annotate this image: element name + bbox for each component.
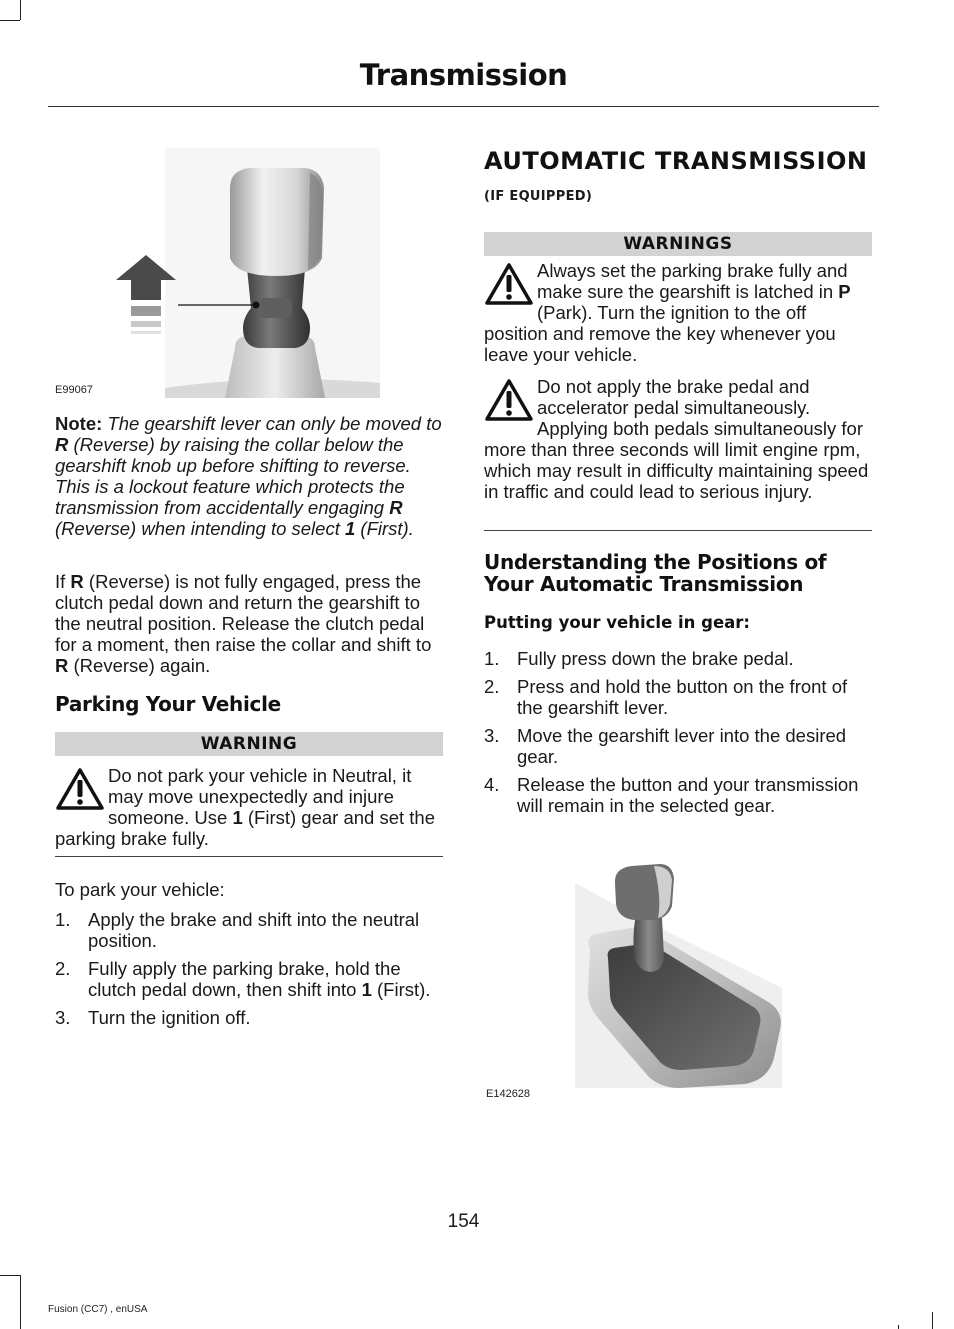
section-divider (55, 856, 443, 857)
warning-block (484, 260, 874, 365)
note-lead: Note: (55, 413, 103, 434)
list-text: (First). (371, 979, 431, 1000)
para-text: (Reverse) is not fully engaged, press the clutch pedal down and return the gearshift to the neutral position. Release the clutch pedal for a moment, then raise the collar and shift to (55, 571, 432, 655)
page-number: 154 (447, 1211, 480, 1232)
list-item (55, 1007, 445, 1028)
crop-mark (0, 1275, 20, 1276)
warnings-bar: WARNINGS (484, 232, 872, 256)
list-text: Move the gearshift lever into the desired gear. (517, 725, 847, 767)
list-item (484, 676, 876, 718)
para-reverse: R (55, 655, 69, 676)
note-first: 1 (344, 518, 356, 539)
list-text: Release the button and your transmission will remain in the selected gear. (517, 774, 859, 816)
list-number: 3. (484, 725, 500, 746)
list-first: 1 (361, 979, 372, 1000)
list-item (484, 774, 876, 816)
list-number: 4. (484, 774, 500, 795)
crop-mark (20, 0, 21, 20)
warning-text-part: (First) gear and set the parking brake fully. (55, 807, 436, 849)
section-divider (484, 530, 872, 531)
parking-heading: Parking Your Vehicle (55, 692, 281, 716)
warning-text (55, 765, 445, 849)
para-text: If (55, 571, 71, 592)
if-equipped-label: (IF EQUIPPED) (484, 189, 593, 204)
gearshift-collar-illustration (110, 148, 380, 398)
footer-text: Fusion (CC7) , enUSA (48, 1304, 148, 1315)
gear-steps-list (484, 648, 876, 823)
warning-block (484, 376, 874, 502)
warning-block (55, 765, 445, 849)
warning-text-part: Do not park your vehicle in Neutral, it may move unexpectedly and injure someone. Use (108, 765, 412, 828)
note-text: (First). (355, 518, 414, 539)
list-item (55, 958, 445, 1000)
list-number: 1. (55, 909, 71, 930)
automatic-transmission-heading: AUTOMATIC TRANSMISSION (484, 147, 868, 175)
note-text: The gearshift lever can only be moved to (102, 413, 442, 434)
warning-text (484, 260, 874, 365)
note-text: (Reverse) when intending to select (55, 518, 345, 539)
list-item (484, 648, 876, 669)
warning-triangle-icon (55, 767, 105, 811)
putting-heading: Putting your vehicle in gear: (484, 613, 751, 632)
list-number: 2. (484, 676, 500, 697)
note-reverse: R (55, 434, 69, 455)
warning-first: 1 (232, 807, 243, 828)
figure-label: E99067 (55, 384, 93, 396)
para-text: (Reverse) again. (68, 655, 211, 676)
figure-label: E142628 (486, 1088, 531, 1100)
para-reverse: R (70, 571, 84, 592)
note-text: (Reverse) by raising the collar below the gearshift knob up before shifting to reverse. This is a lockout feature which protects the transmission from accidentally engaging (55, 434, 411, 518)
list-text: Turn the ignition off. (88, 1007, 251, 1028)
park-steps-list (55, 909, 445, 1035)
crop-mark (20, 1275, 21, 1329)
list-text: Apply the brake and shift into the neutral position. (88, 909, 420, 951)
list-number: 3. (55, 1007, 71, 1028)
automatic-gearshift-illustration (570, 858, 790, 1090)
list-number: 1. (484, 648, 500, 669)
warning-text-part: (Park). Turn the ignition to the off position and remove the key whenever you leave your vehicle. (484, 302, 836, 365)
reverse-paragraph (55, 571, 447, 676)
note-paragraph (55, 413, 447, 539)
warning-text-part: Always set the parking brake fully and make sure the gearshift is latched in (537, 260, 848, 302)
crop-mark (0, 20, 20, 21)
list-text: Fully press down the brake pedal. (517, 648, 794, 669)
list-item (55, 909, 445, 951)
understanding-heading: Understanding the Positions of Your Automatic Transmission (484, 550, 827, 596)
list-text: Fully apply the parking brake, hold the clutch pedal down, then shift into (88, 958, 401, 1000)
list-number: 2. (55, 958, 71, 979)
note-reverse: R (389, 497, 403, 518)
header-divider (48, 106, 879, 107)
crop-mark (898, 1325, 899, 1329)
page-title: Transmission (359, 58, 568, 92)
warning-bar: WARNING (55, 732, 443, 756)
list-item (484, 725, 876, 767)
warning-triangle-icon (484, 378, 534, 422)
list-text: Press and hold the button on the front of the gearshift lever. (517, 676, 848, 718)
warning-triangle-icon (484, 262, 534, 306)
to-park-text: To park your vehicle: (55, 879, 225, 900)
warning-text: Do not apply the brake pedal and accelerator pedal simultaneously. Applying both pedals simultaneously for more than three seconds will limit engine rpm, which may result in difficulty maintaining speed in traffic and could lead to serious injury. (484, 376, 869, 502)
warning-park: P (838, 281, 851, 302)
crop-mark (932, 1312, 933, 1329)
